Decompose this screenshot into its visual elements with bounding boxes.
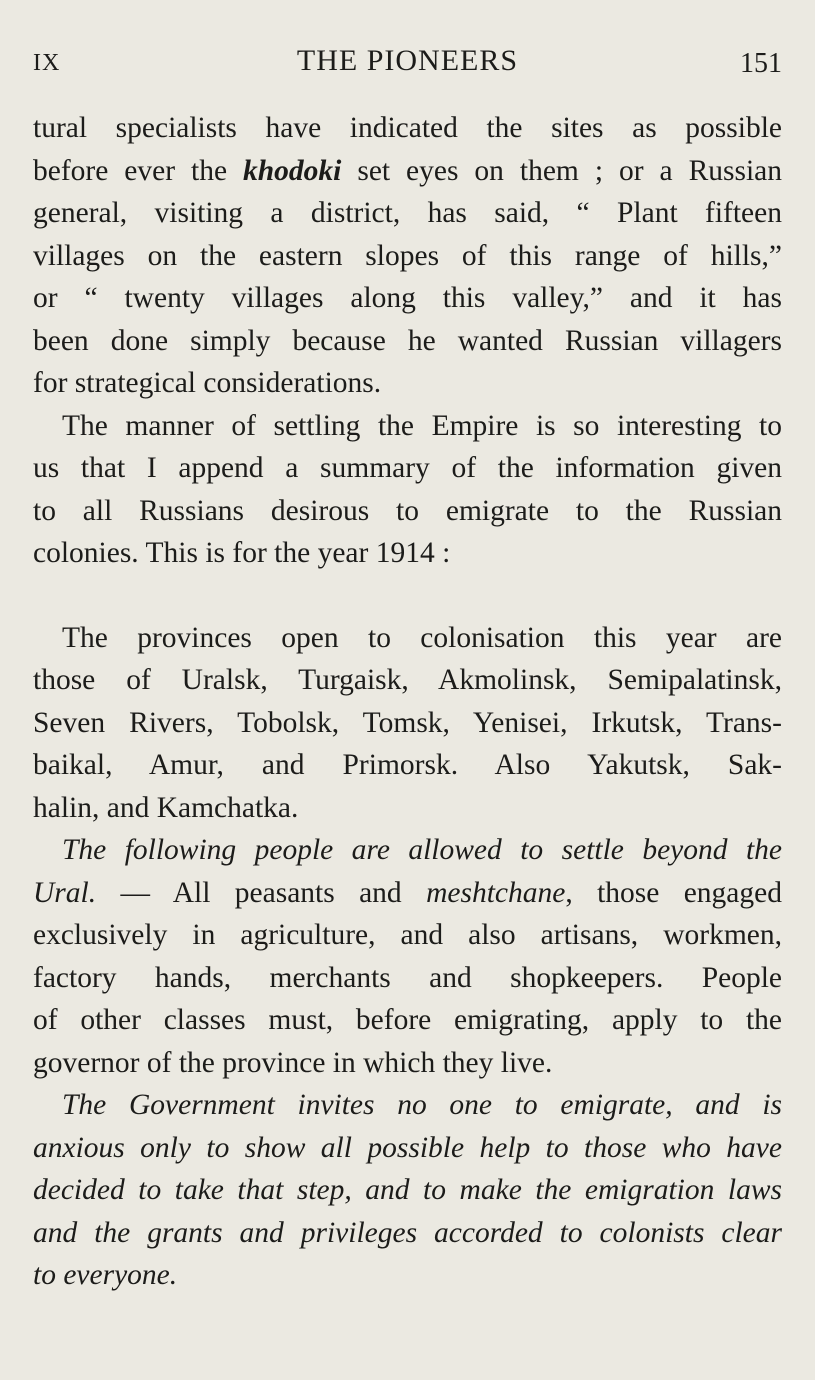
- text-line: villages on the eastern slopes of this range of hills,”: [33, 239, 782, 272]
- text-line: to all Russians desirous to emigrate to the Russian: [33, 494, 782, 527]
- section-gap: [33, 575, 782, 617]
- running-header: [33, 42, 782, 86]
- text-line: factory hands, merchants and shopkeepers. People: [33, 961, 782, 994]
- text-line: halin, and Kamchatka.: [33, 791, 299, 824]
- paragraph-2: [33, 405, 782, 575]
- text-line: general, visiting a district, has said, “ Plant fifteen: [33, 197, 782, 229]
- text-line: baikal, Amur, and Primorsk. Also Yakutsk, Sak-: [33, 749, 782, 781]
- text-line: us that I append a summary of the information given: [33, 452, 782, 484]
- text-line: The provinces open to colonisation this year are: [62, 621, 782, 654]
- text-line: to everyone.: [33, 1259, 178, 1291]
- text-line: [33, 150, 782, 193]
- running-title: THE PIONEERS: [296, 44, 519, 77]
- paragraph-1: [33, 107, 782, 405]
- text-run: — All peasants and: [96, 876, 427, 909]
- text-line: of other classes must, before emigrating, apply to the: [33, 1004, 782, 1036]
- text-line: Seven Rivers, Tobolsk, Tomsk, Yenisei, Irkutsk, Trans-: [33, 706, 782, 739]
- text-line: those of Uralsk, Turgaisk, Akmolinsk, Semipalatinsk,: [33, 664, 782, 696]
- italic-term-khodoki: khodoki: [243, 154, 342, 187]
- text-run: , those engaged: [565, 876, 782, 909]
- text-line: and the grants and privileges accorded to colonists clear: [33, 1216, 782, 1249]
- text-line: exclusively in agriculture, and also artisans, workmen,: [33, 919, 782, 951]
- text-line: colonies. This is for the year 1914 :: [33, 537, 451, 569]
- text-line: been done simply because he wanted Russian villagers: [33, 324, 782, 357]
- text-line: for strategical considerations.: [33, 367, 382, 399]
- italic-term-meshtchane: meshtchane: [426, 876, 566, 909]
- text-line: The manner of settling the Empire is so interesting to: [62, 409, 782, 442]
- text-line: The Government invites no one to emigrate, and is: [62, 1089, 782, 1121]
- text-run: before ever the: [33, 154, 244, 187]
- page-number: 151: [740, 48, 782, 79]
- chapter-number: IX: [33, 50, 61, 76]
- text-line: decided to take that step, and to make the emigration laws: [33, 1174, 782, 1206]
- text-line: tural specialists have indicated the sites as possible: [33, 112, 782, 144]
- paragraph-4: [33, 829, 782, 1084]
- paragraph-3: [33, 617, 782, 830]
- text-line: The following people are allowed to settle beyond the: [62, 834, 782, 866]
- text-line: governor of the province in which they live.: [33, 1046, 553, 1079]
- text-line: anxious only to show all possible help to those who have: [33, 1131, 782, 1164]
- text-line: or “ twenty villages along this valley,” and it has: [33, 282, 782, 314]
- text-line: [33, 872, 782, 915]
- body-text: [33, 107, 782, 1297]
- italic-run: Ural.: [33, 876, 97, 909]
- text-run: set eyes on them ; or a Russian: [341, 154, 782, 187]
- paragraph-5: [33, 1084, 782, 1297]
